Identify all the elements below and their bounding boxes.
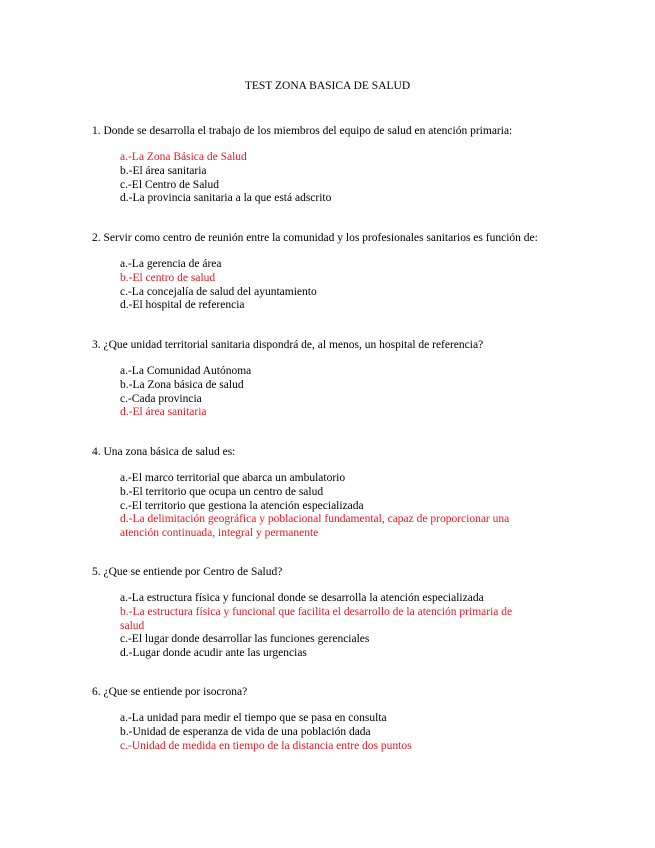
option-5a: a.-La estructura física y funcional donde se desarrolla la atención especializada <box>120 592 484 604</box>
question-5 <box>92 565 562 661</box>
question-6-options <box>120 712 562 753</box>
question-2 <box>92 231 562 313</box>
document-title: TEST ZONA BASICA DE SALUD <box>244 80 411 92</box>
option-1d: d.-La provincia sanitaria a la que está adscrito <box>120 192 332 205</box>
question-3 <box>92 338 562 420</box>
question-1 <box>92 124 562 206</box>
option-5c: c.-El lugar donde desarrollar las funciones gerenciales <box>120 633 370 646</box>
question-6 <box>92 685 562 753</box>
option-4d: d.-La delimitación geográfica y poblacional fundamental, capaz de proporcionar una atención continuada, integral y permanente <box>120 513 510 540</box>
option-1a: a.-La Zona Básica de Salud <box>120 151 247 163</box>
question-4-options <box>120 472 562 541</box>
option-2b: b.-El centro de salud <box>120 271 216 284</box>
option-2c: c.-La concejalía de salud del ayuntamiento <box>120 285 317 298</box>
option-1c: c.-El Centro de Salud <box>120 178 220 191</box>
question-4 <box>92 445 562 541</box>
question-1-text: 1. Donde se desarrolla el trabajo de los miembros del equipo de salud en atención primaria: <box>92 125 513 137</box>
option-1b: b.-El área sanitaria <box>120 164 207 177</box>
option-2a: a.-La gerencia de área <box>120 258 222 270</box>
option-2d: d.-El hospital de referencia <box>120 299 245 312</box>
option-3d: d.-El área sanitaria <box>120 406 207 419</box>
option-5b: b.-La estructura física y funcional que facilita el desarrollo de la atención primaria de salud <box>120 605 513 632</box>
question-4-text: 4. Una zona básica de salud es: <box>92 446 236 458</box>
option-4b: b.-El territorio que ocupa un centro de salud <box>120 485 324 498</box>
option-3c: c.-Cada provincia <box>120 392 202 405</box>
option-6c: c.-Unidad de medida en tiempo de la distancia entre dos puntos <box>120 739 412 752</box>
option-4a: a.-El marco territorial que abarca un ambulatorio <box>120 472 346 484</box>
option-3a: a.-La Comunidad Autónoma <box>120 365 252 377</box>
option-6a: a.-La unidad para medir el tiempo que se pasa en consulta <box>120 712 387 724</box>
question-5-text: 5. ¿Que se entiende por Centro de Salud? <box>92 566 283 578</box>
option-4c: c.-El territorio que gestiona la atención especializada <box>120 499 364 512</box>
question-1-options <box>120 151 562 206</box>
question-5-options <box>120 592 562 661</box>
question-6-text: 6. ¿Que se entiende por isocrona? <box>92 686 248 698</box>
option-5d: d.-Lugar donde acudir ante las urgencias <box>120 647 307 660</box>
question-2-options <box>120 258 562 313</box>
option-6b: b.-Unidad de esperanza de vida de una población dada <box>120 725 371 738</box>
question-2-text: 2. Servir como centro de reunión entre la comunidad y los profesionales sanitarios es función de: <box>92 232 538 244</box>
question-3-text: 3. ¿Que unidad territorial sanitaria dispondrá de, al menos, un hospital de referencia? <box>92 339 484 351</box>
option-3b: b.-La Zona básica de salud <box>120 378 244 391</box>
question-3-options <box>120 365 562 420</box>
